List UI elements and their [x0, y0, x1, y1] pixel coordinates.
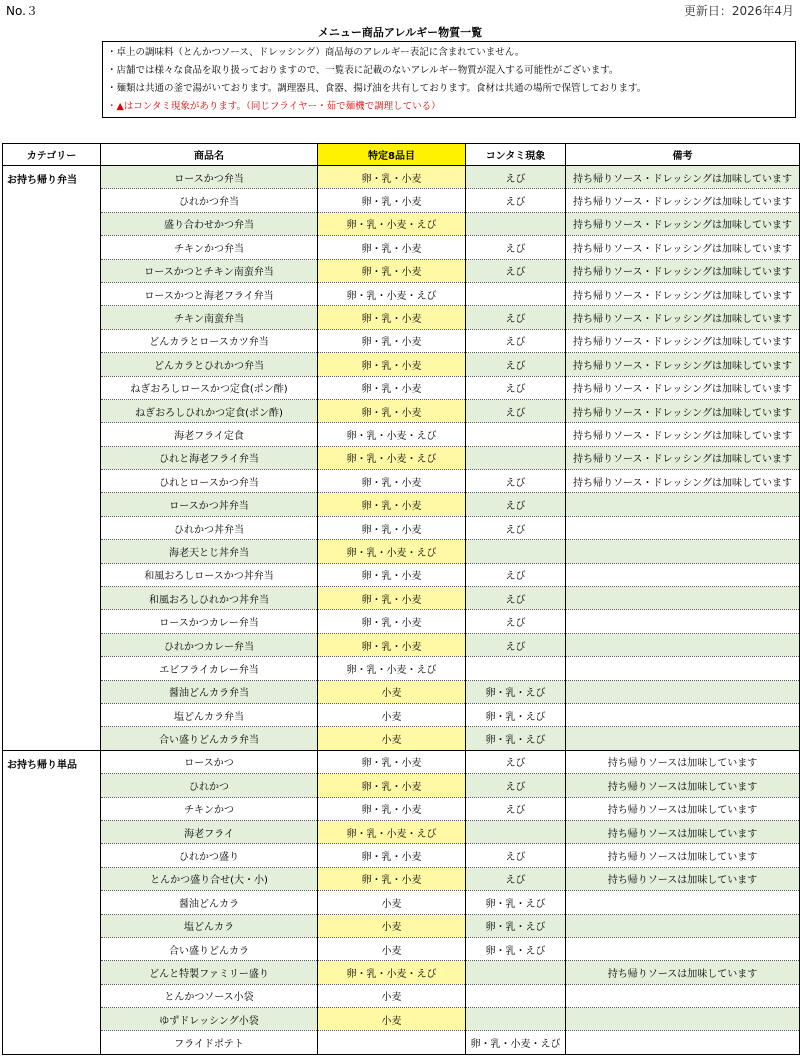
table-row [3, 867, 800, 890]
contamination-cell [466, 961, 566, 984]
table-row [3, 189, 800, 212]
allergen-cell: 小麦 [318, 984, 466, 1007]
remarks-cell [566, 891, 800, 914]
allergen-cell: 卵・乳・小麦 [318, 493, 466, 516]
product-name-cell: 和風おろしひれかつ丼弁当 [101, 587, 318, 610]
table-row [3, 236, 800, 259]
product-name-cell: ロースかつ丼弁当 [101, 493, 318, 516]
remarks-cell [566, 1031, 800, 1054]
remarks-cell: 持ち帰りソース・ドレッシングは加味しています [566, 166, 800, 189]
allergen-cell: 卵・乳・小麦 [318, 329, 466, 352]
table-row [3, 891, 800, 914]
contamination-cell: えび [466, 750, 566, 773]
contamination-cell: えび [466, 353, 566, 376]
product-name-cell: ねぎおろしひれかつ定食(ポン酢) [101, 399, 318, 422]
contamination-cell: えび [466, 236, 566, 259]
product-name-cell: どんと特製ファミリー盛り [101, 961, 318, 984]
allergen-cell: 卵・乳・小麦 [318, 563, 466, 586]
table-row [3, 774, 800, 797]
updated-date: 更新日：2026年4月 [683, 4, 794, 18]
allergen-cell: 卵・乳・小麦 [318, 399, 466, 422]
product-name-cell: ロースかつカレー弁当 [101, 610, 318, 633]
table-row [3, 680, 800, 703]
remarks-cell [566, 516, 800, 539]
contamination-cell: えび [466, 867, 566, 890]
table-body [3, 166, 800, 1055]
remarks-cell [566, 1008, 800, 1031]
allergen-cell [318, 1031, 466, 1054]
product-name-cell: とんかつソース小袋 [101, 984, 318, 1007]
table-row [3, 750, 800, 773]
product-name-cell: ロースかつ弁当 [101, 166, 318, 189]
allergen-cell: 卵・乳・小麦 [318, 844, 466, 867]
contamination-cell: 卵・乳・えび [466, 914, 566, 937]
contamination-cell: えび [466, 610, 566, 633]
allergen-cell: 卵・乳・小麦・えび [318, 282, 466, 305]
table-row [3, 820, 800, 843]
remarks-cell: 持ち帰りソース・ドレッシングは加味しています [566, 212, 800, 235]
allergen-cell: 小麦 [318, 703, 466, 726]
contamination-cell [466, 282, 566, 305]
product-name-cell: ロースかつと海老フライ弁当 [101, 282, 318, 305]
allergen-cell: 卵・乳・小麦 [318, 797, 466, 820]
allergen-cell: 小麦 [318, 680, 466, 703]
table-row [3, 1031, 800, 1054]
contamination-cell [466, 820, 566, 843]
remarks-cell: 持ち帰りソース・ドレッシングは加味しています [566, 189, 800, 212]
contamination-cell: えび [466, 587, 566, 610]
table-row [3, 329, 800, 352]
product-name-cell: ひれとロースかつ弁当 [101, 470, 318, 493]
table-row [3, 493, 800, 516]
remarks-cell [566, 727, 800, 750]
table-row [3, 212, 800, 235]
remarks-cell: 持ち帰りソースは加味しています [566, 867, 800, 890]
product-name-cell: 海老フライ定食 [101, 423, 318, 446]
allergen-cell: 小麦 [318, 914, 466, 937]
remarks-cell: 持ち帰りソースは加味しています [566, 820, 800, 843]
allergen-cell: 卵・乳・小麦 [318, 516, 466, 539]
allergen-cell: 卵・乳・小麦 [318, 236, 466, 259]
table-row [3, 703, 800, 726]
contamination-cell [466, 423, 566, 446]
table-row [3, 259, 800, 282]
allergen-cell: 卵・乳・小麦・えび [318, 820, 466, 843]
contamination-cell: えび [466, 399, 566, 422]
product-name-cell: エビフライカレー弁当 [101, 657, 318, 680]
remarks-cell: 持ち帰りソース・ドレッシングは加味しています [566, 446, 800, 469]
product-name-cell: ロースかつとチキン南蛮弁当 [101, 259, 318, 282]
product-name-cell: とんかつ盛り合せ(大・小) [101, 867, 318, 890]
product-name-cell: 塩どんカラ [101, 914, 318, 937]
product-name-cell: チキン南蛮弁当 [101, 306, 318, 329]
contamination-cell: えび [466, 493, 566, 516]
remarks-cell [566, 540, 800, 563]
contamination-cell: えび [466, 376, 566, 399]
allergen-cell: 卵・乳・小麦・えび [318, 657, 466, 680]
remarks-cell: 持ち帰りソースは加味しています [566, 774, 800, 797]
allergen-cell: 卵・乳・小麦 [318, 259, 466, 282]
remarks-cell: 持ち帰りソースは加味しています [566, 750, 800, 773]
product-name-cell: 合い盛りどんカラ [101, 937, 318, 960]
product-name-cell: どんカラとロースカツ弁当 [101, 329, 318, 352]
remarks-cell: 持ち帰りソースは加味しています [566, 844, 800, 867]
product-name-cell: チキンかつ弁当 [101, 236, 318, 259]
allergen-cell: 卵・乳・小麦 [318, 750, 466, 773]
table-row [3, 516, 800, 539]
note-line: ・店舗では様々な食品を取り扱っておりますので、一覧表に記載のないアレルギー物質が混入する可能性がございます。 [107, 65, 619, 76]
table-row [3, 797, 800, 820]
allergen-cell: 卵・乳・小麦・えび [318, 961, 466, 984]
contamination-cell: えび [466, 633, 566, 656]
allergen-cell: 卵・乳・小麦 [318, 166, 466, 189]
contamination-cell [466, 984, 566, 1007]
allergen-cell: 小麦 [318, 891, 466, 914]
table-row [3, 399, 800, 422]
remarks-cell: 持ち帰りソース・ドレッシングは加味しています [566, 329, 800, 352]
allergen-cell: 小麦 [318, 937, 466, 960]
table-row [3, 610, 800, 633]
remarks-cell: 持ち帰りソース・ドレッシングは加味しています [566, 353, 800, 376]
contamination-cell: えび [466, 306, 566, 329]
contamination-cell: えび [466, 166, 566, 189]
product-name-cell: ひれと海老フライ弁当 [101, 446, 318, 469]
table-row [3, 166, 800, 189]
table-row [3, 961, 800, 984]
remarks-cell: 持ち帰りソース・ドレッシングは加味しています [566, 306, 800, 329]
table-row [3, 937, 800, 960]
product-name-cell: 海老天とじ丼弁当 [101, 540, 318, 563]
allergy-table [2, 143, 800, 1055]
contamination-cell [466, 446, 566, 469]
contamination-cell: えび [466, 563, 566, 586]
allergen-cell: 小麦 [318, 1008, 466, 1031]
remarks-cell [566, 984, 800, 1007]
product-name-cell: ゆずドレッシング小袋 [101, 1008, 318, 1031]
contamination-cell: 卵・乳・えび [466, 703, 566, 726]
product-name-cell: ロースかつ [101, 750, 318, 773]
category-cell: お持ち帰り弁当 [3, 166, 101, 751]
allergen-cell: 卵・乳・小麦 [318, 189, 466, 212]
remarks-cell: 持ち帰りソース・ドレッシングは加味しています [566, 236, 800, 259]
contamination-cell [466, 540, 566, 563]
table-row [3, 306, 800, 329]
header-remarks: 備考 [566, 144, 800, 166]
notes-box [102, 41, 796, 118]
remarks-cell: 持ち帰りソース・ドレッシングは加味しています [566, 399, 800, 422]
table-row [3, 376, 800, 399]
table-row [3, 657, 800, 680]
table-header-row [3, 144, 800, 166]
header-product-name: 商品名 [101, 144, 318, 166]
remarks-cell [566, 587, 800, 610]
note-line: ・卓上の調味料（とんかつソース、ドレッシング）商品毎のアレルギー表記に含まれていません。 [107, 47, 525, 58]
table-row [3, 470, 800, 493]
product-name-cell: ひれかつカレー弁当 [101, 633, 318, 656]
product-name-cell: ひれかつ盛り [101, 844, 318, 867]
remarks-cell: 持ち帰りソースは加味しています [566, 797, 800, 820]
product-name-cell: ひれかつ丼弁当 [101, 516, 318, 539]
table-row [3, 984, 800, 1007]
allergen-cell: 卵・乳・小麦 [318, 353, 466, 376]
product-name-cell: ねぎおろしロースかつ定食(ポン酢) [101, 376, 318, 399]
product-name-cell: 盛り合わせかつ弁当 [101, 212, 318, 235]
contamination-cell: えび [466, 844, 566, 867]
product-name-cell: 和風おろしロースかつ丼弁当 [101, 563, 318, 586]
allergen-cell: 卵・乳・小麦 [318, 376, 466, 399]
contamination-cell: えび [466, 774, 566, 797]
contamination-cell: えび [466, 189, 566, 212]
remarks-cell: 持ち帰りソース・ドレッシングは加味しています [566, 259, 800, 282]
page-title: メニュー商品アレルギー物質一覧 [317, 26, 483, 39]
product-name-cell: フライドポテト [101, 1031, 318, 1054]
contamination-cell: 卵・乳・えび [466, 727, 566, 750]
allergen-cell: 卵・乳・小麦 [318, 587, 466, 610]
header-category: カテゴリー [3, 144, 101, 166]
remarks-cell [566, 937, 800, 960]
contamination-cell: 卵・乳・えび [466, 891, 566, 914]
contamination-cell: 卵・乳・えび [466, 680, 566, 703]
remarks-cell [566, 563, 800, 586]
contamination-cell [466, 1008, 566, 1031]
note-line: ・麺類は共通の釜で湯がいております。調理器具、食器、揚げ油を共有しております。食材は共通の場所で保管しております。 [107, 83, 647, 94]
remarks-cell: 持ち帰りソース・ドレッシングは加味しています [566, 376, 800, 399]
table-row [3, 1008, 800, 1031]
remarks-cell [566, 657, 800, 680]
table-row [3, 633, 800, 656]
allergen-cell: 卵・乳・小麦 [318, 306, 466, 329]
remarks-cell [566, 493, 800, 516]
contamination-cell: えび [466, 797, 566, 820]
table-row [3, 540, 800, 563]
table-row [3, 587, 800, 610]
product-name-cell: 海老フライ [101, 820, 318, 843]
header-allergens: 特定8品目 [318, 144, 466, 166]
table-row [3, 563, 800, 586]
product-name-cell: ひれかつ弁当 [101, 189, 318, 212]
product-name-cell: ひれかつ [101, 774, 318, 797]
contamination-cell [466, 212, 566, 235]
note-line-contamination: ・▲はコンタミ現象があります。（同じフライヤー・茹で麺機で調理している） [107, 101, 441, 112]
allergen-cell: 卵・乳・小麦・えび [318, 446, 466, 469]
contamination-cell [466, 657, 566, 680]
allergen-cell: 小麦 [318, 727, 466, 750]
remarks-cell [566, 703, 800, 726]
contamination-cell: 卵・乳・えび [466, 937, 566, 960]
table-row [3, 446, 800, 469]
remarks-cell [566, 633, 800, 656]
remarks-cell [566, 680, 800, 703]
allergen-cell: 卵・乳・小麦 [318, 470, 466, 493]
contamination-cell: えび [466, 259, 566, 282]
allergen-cell: 卵・乳・小麦 [318, 633, 466, 656]
product-name-cell: 醤油どんカラ [101, 891, 318, 914]
allergen-cell: 卵・乳・小麦 [318, 867, 466, 890]
remarks-cell: 持ち帰りソース・ドレッシングは加味しています [566, 282, 800, 305]
remarks-cell: 持ち帰りソースは加味しています [566, 961, 800, 984]
product-name-cell: チキンかつ [101, 797, 318, 820]
header-contamination: コンタミ現象 [466, 144, 566, 166]
remarks-cell: 持ち帰りソース・ドレッシングは加味しています [566, 423, 800, 446]
contamination-cell: えび [466, 329, 566, 352]
remarks-cell: 持ち帰りソース・ドレッシングは加味しています [566, 470, 800, 493]
table-row [3, 423, 800, 446]
allergen-cell: 卵・乳・小麦・えび [318, 423, 466, 446]
allergen-cell: 卵・乳・小麦 [318, 610, 466, 633]
table-row [3, 282, 800, 305]
allergen-cell: 卵・乳・小麦 [318, 774, 466, 797]
contamination-cell: 卵・乳・小麦・えび [466, 1031, 566, 1054]
table-row [3, 727, 800, 750]
contamination-cell: えび [466, 516, 566, 539]
table-row [3, 844, 800, 867]
allergen-cell: 卵・乳・小麦・えび [318, 212, 466, 235]
page-number: No.３ [6, 4, 38, 18]
table-row [3, 353, 800, 376]
product-name-cell: 合い盛りどんカラ弁当 [101, 727, 318, 750]
category-cell: お持ち帰り単品 [3, 750, 101, 1054]
remarks-cell [566, 610, 800, 633]
product-name-cell: どんカラとひれかつ弁当 [101, 353, 318, 376]
table-row [3, 914, 800, 937]
contamination-cell: えび [466, 470, 566, 493]
remarks-cell [566, 914, 800, 937]
product-name-cell: 醤油どんカラ弁当 [101, 680, 318, 703]
allergen-cell: 卵・乳・小麦・えび [318, 540, 466, 563]
product-name-cell: 塩どんカラ弁当 [101, 703, 318, 726]
